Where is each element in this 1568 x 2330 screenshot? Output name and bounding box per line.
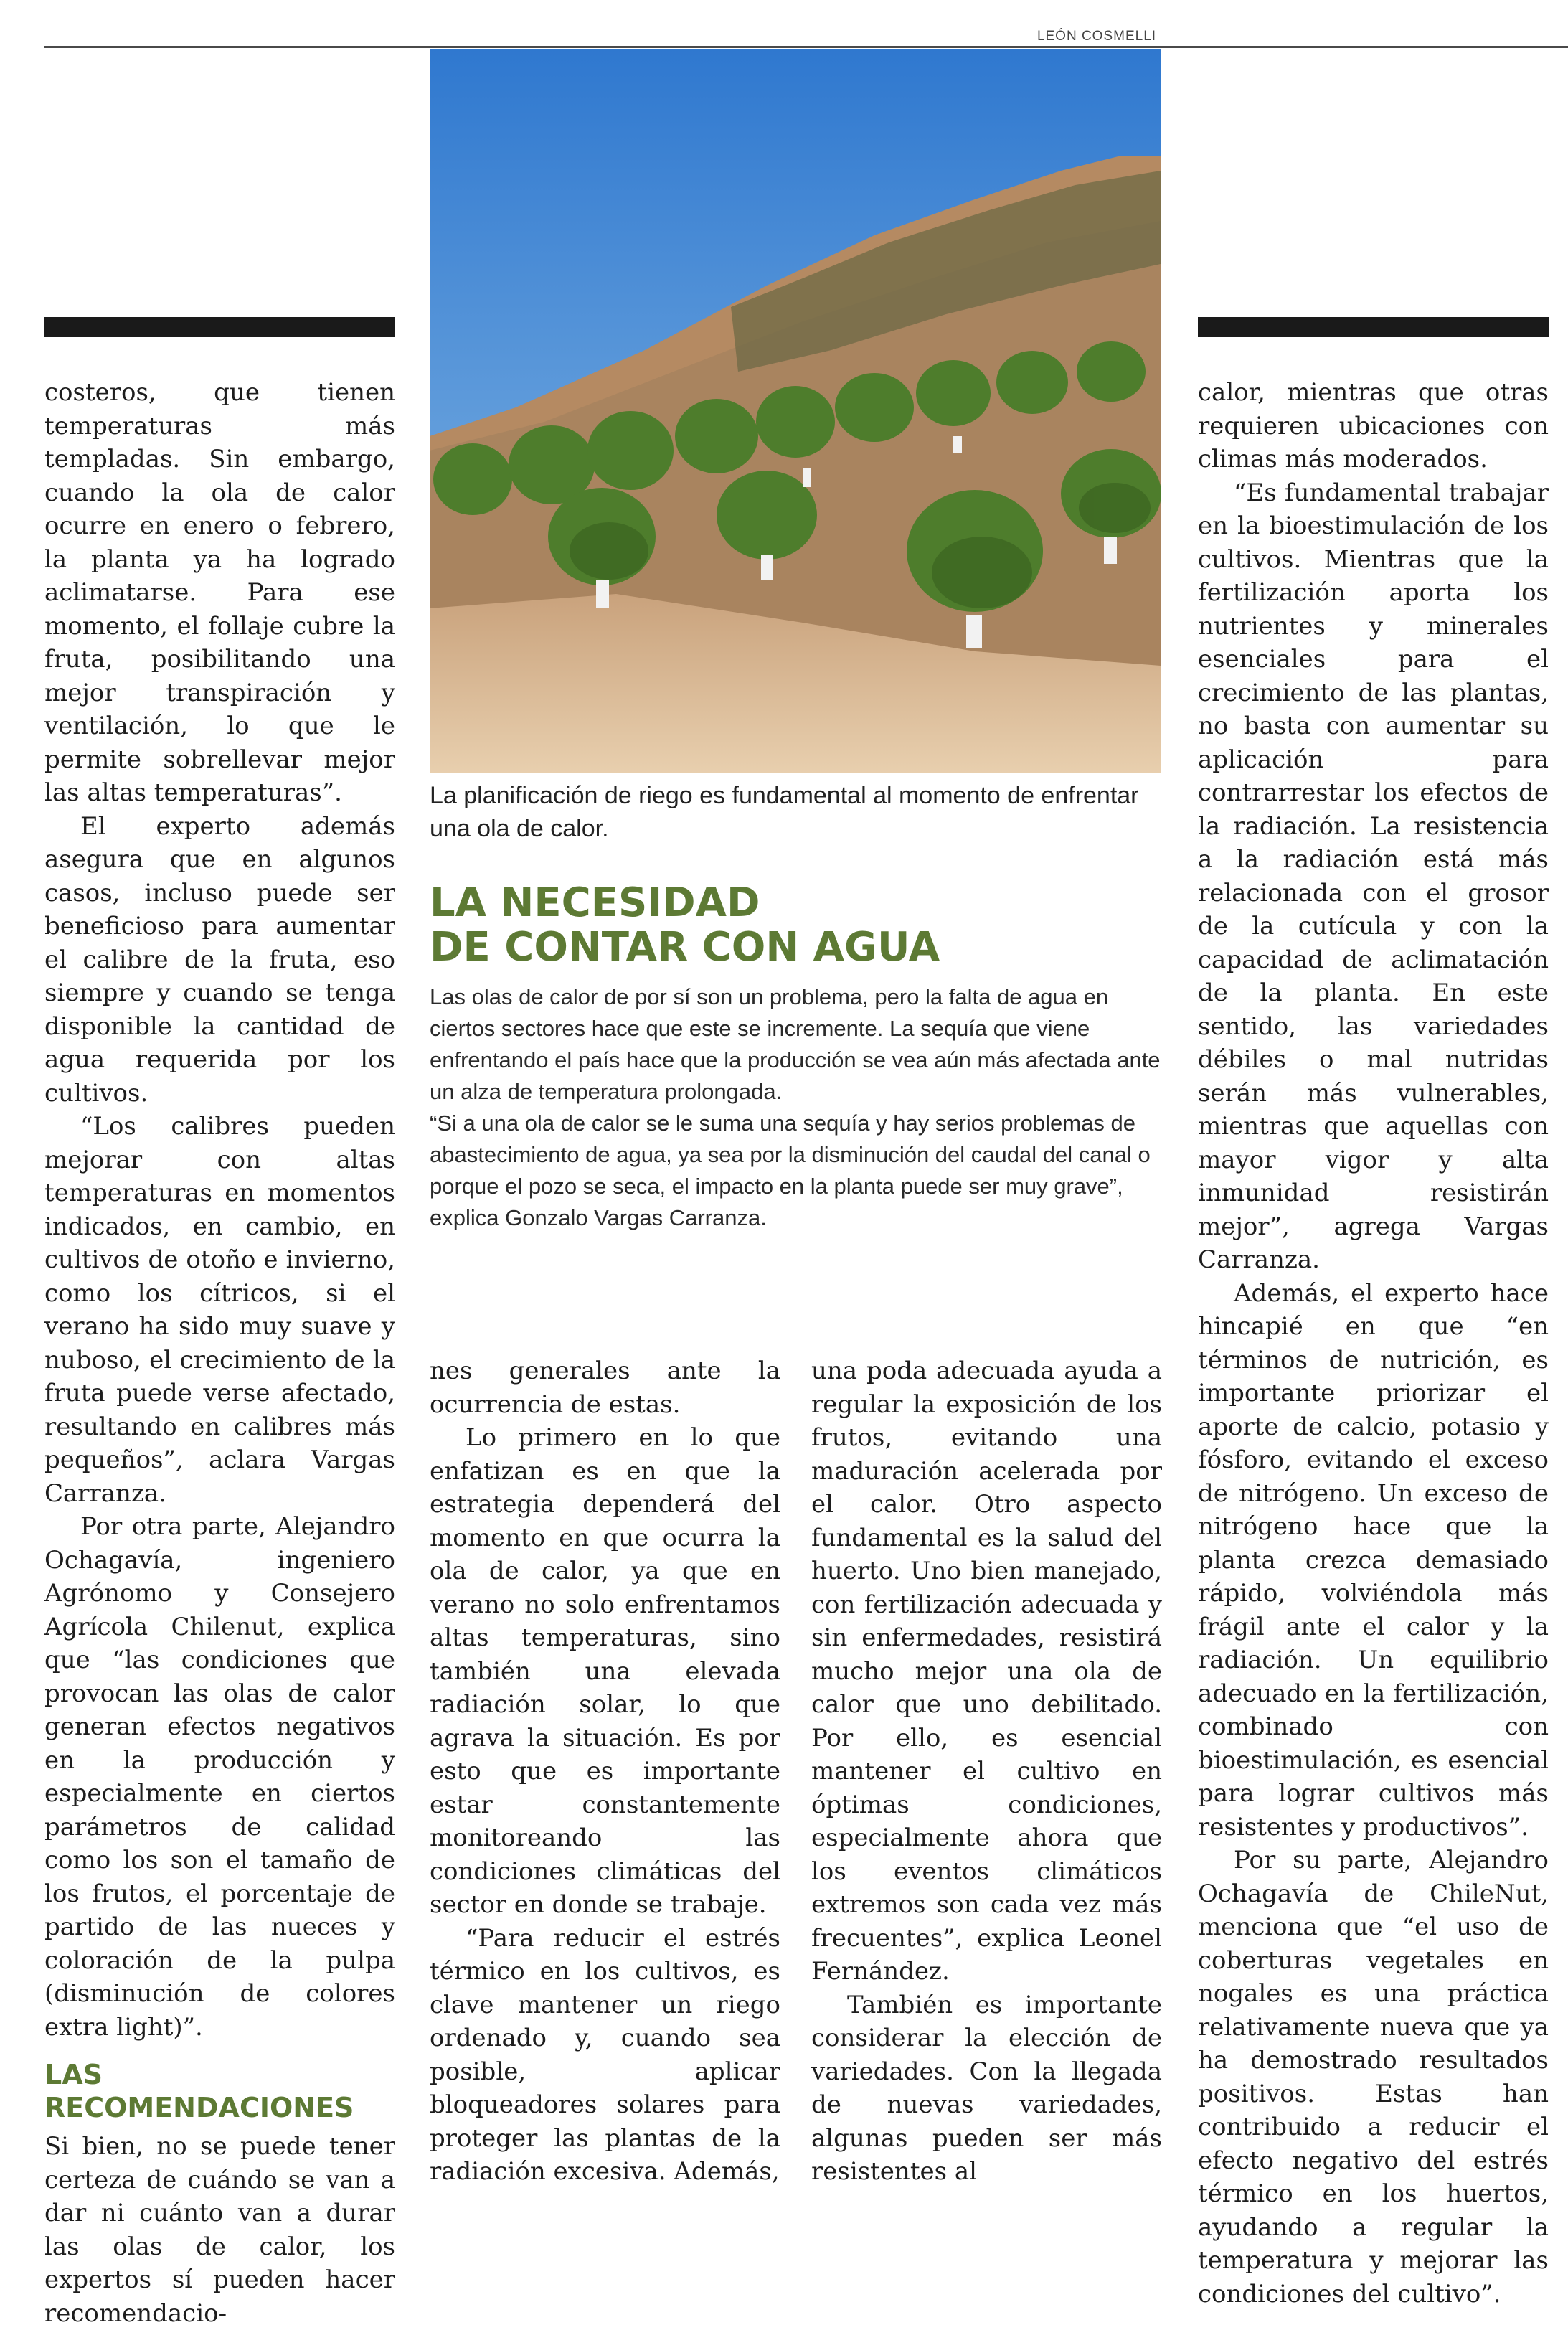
- col1-paragraph-1: costeros, que tienen temperaturas más templadas. Sin embargo, cuando la ola de calor ocurre en enero o febrero, la planta ya ha logrado aclimatarse. Para ese momento, el follaje cubre la fruta, posibilitando una mejor transpiración y ventilación, lo que le permite sobrellevar mejor las altas temperaturas”.: [44, 378, 395, 807]
- col2-paragraph-2: Lo primero en lo que enfatizan es en que la estrategia dependerá del momento en que ocurra la ola de calor, ya que en verano no solo enfrentamos altas temperaturas, sino también una elevada radiación solar, lo que agrava la situación. Es por esto que es importante estar constantemente monitoreando las condiciones climáticas del sector en donde se trabaje.: [430, 1423, 780, 1919]
- col4-paragraph-2: “Es fundamental trabajar en la bioestimulación de los cultivos. Mientras que la fertilización aporta los nutrientes y minerales esenciales para el crecimiento de las plantas, no basta con aumentar su aplicación para contrarrestar los efectos de la radiación. La resistencia a la radiación está más relacionada con el grosor de la cutícula y con la capacidad de aclimatación de la planta. En este sentido, las variedades débiles o mal nutridas serán más vulnerables, mientras que aquellas con mayor vigor y alta inmunidad resistirán mejor”, agrega Vargas Carranza.: [1198, 478, 1549, 1274]
- col1-paragraph-4: Por otra parte, Alejandro Ochagavía, ingeniero Agrónomo y Consejero Agrícola Chilenut, explica que “las condiciones que provocan las olas de calor generan efectos negativos en la producción y especialmente en ciertos parámetros de calidad como los son el tamaño de los frutos, el porcentaje de partido de las nueces y coloración de la pulpa (disminución de colores extra light)”.: [44, 1512, 395, 2042]
- col4-paragraph-4: Por su parte, Alejandro Ochagavía de ChileNut, menciona que “el uso de coberturas vegetales en nogales es una práctica relativamente nueva que ya ha demostrado resultados positivos. Estas han contribuido a reducir el efecto negativo del estrés térmico en los huertos, ayudando a regular la temperatura y mejorar las condiciones del cultivo”.: [1198, 1846, 1549, 2308]
- photo-credit: LEÓN COSMELLI: [1033, 29, 1161, 44]
- col1-paragraph-2: El experto además asegura que en algunos casos, incluso puede ser beneficioso para aumentar el calibre de la fruta, eso siempre y cuando se tenga disponible la cantidad de agua requerida por los cultivos.: [44, 811, 395, 1108]
- headline-line-1: LA NECESIDAD: [430, 879, 760, 926]
- col1-paragraph-3: “Los calibres pueden mejorar con altas temperaturas en momentos indicados, en cambio, en cultivos de otoño e invierno, como los cítricos, si el verano ha sido muy suave y nuboso, el crecimiento de la fruta puede verse afectado, resultando en calibres más pequeños”, aclara Vargas Carranza.: [44, 1112, 395, 1508]
- lede-paragraph-1: Las olas de calor de por sí son un problema, pero la falta de agua en ciertos sectores hace que este se incremente. La sequía que viene enfrentando el país hace que la producción se vea aún más afectada ante un alza de temperatura prolongada.: [430, 984, 1161, 1104]
- article-subheadline: [430, 881, 1161, 970]
- column-2: [430, 1354, 780, 2189]
- column-4: [1198, 376, 1549, 2311]
- orchard-photo: [430, 49, 1161, 773]
- col1-paragraph-5: Si bien, no se puede tener certeza de cuándo se van a dar ni cuánto van a durar las olas de calor, los expertos sí pueden hacer recomendacio-: [44, 2132, 395, 2328]
- col4-paragraph-1: calor, mientras que otras requieren ubicaciones con climas más moderados.: [1198, 378, 1549, 473]
- col3-paragraph-2: También es importante considerar la elección de variedades. Con la llegada de nuevas variedades, algunas pueden ser más resistentes al: [811, 1990, 1162, 2186]
- column-1: [44, 376, 395, 2330]
- section-title-recomendaciones: LAS RECOMENDACIONES: [44, 2059, 354, 2123]
- col4-paragraph-3: Además, el experto hace hincapié en que “en términos de nutrición, es importante priorizar el aporte de calcio, potasio y fósforo, evitando el exceso de nitrógeno. Un exceso de nitrógeno hace que la planta crezca demasiado rápido, volviéndola más frágil ante el calor y la radiación. Un equilibrio adecuado en la fertilización, combinado con bioestimulación, es esencial para lograr cultivos más resistentes y productivos”.: [1198, 1278, 1549, 1841]
- lede-paragraph-2: “Si a una ola de calor se le suma una sequía y hay serios problemas de abastecimiento de agua, ya sea por la disminución del caudal del canal o porque el pozo se seca, el impacto en la planta puede ser muy grave”, explica Gonzalo Vargas Carranza.: [430, 1110, 1151, 1230]
- col2-paragraph-1: nes generales ante la ocurrencia de estas.: [430, 1357, 780, 1419]
- col2-paragraph-3: “Para reducir el estrés térmico en los cultivos, es clave mantener un riego ordenado y, cuando sea posible, aplicar bloqueadores solares para proteger las plantas de la radiación excesiva. Además,: [430, 1923, 780, 2186]
- headline-line-2: DE CONTAR CON AGUA: [430, 924, 940, 971]
- col3-paragraph-1: una poda adecuada ayuda a regular la exposición de los frutos, evitando una maduración acelerada por el calor. Otro aspecto fundamental es la salud del huerto. Uno bien manejado, con fertilización adecuada y sin enfermedades, resistirá mucho mejor una ola de calor que uno debilitado. Por ello, es esencial mantener el cultivo en óptimas condiciones, especialmente ahora que los eventos climáticos extremos son cada vez más frecuentes”, explica Leonel Fernández.: [811, 1357, 1162, 1986]
- photo-caption: La planificación de riego es fundamental al momento de enfrentar una ola de calor.: [430, 782, 1139, 842]
- column-top-bar-left: [44, 317, 395, 337]
- lede-block: [430, 981, 1161, 1234]
- column-top-bar-right: [1198, 317, 1549, 337]
- column-3: [811, 1354, 1162, 2189]
- top-rule: [44, 46, 1568, 48]
